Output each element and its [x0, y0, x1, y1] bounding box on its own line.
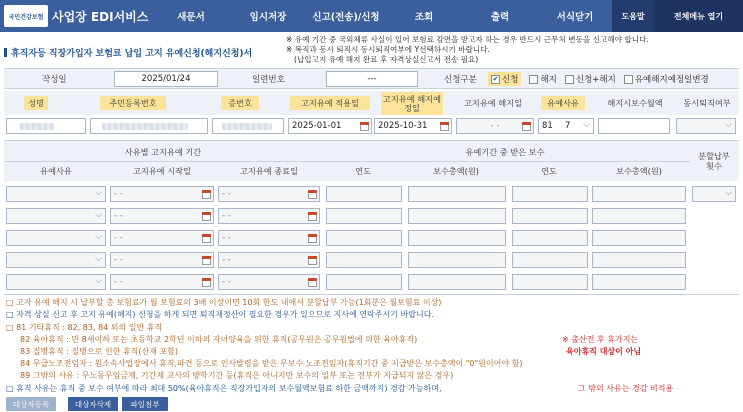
calendar-icon[interactable]	[202, 256, 211, 265]
col-monthly-pay: 해지시보수월액	[607, 97, 663, 108]
year-field[interactable]	[512, 274, 588, 290]
col-reason: 유예사유	[541, 96, 585, 110]
pay-total-field[interactable]	[592, 230, 686, 246]
sub-reason-select[interactable]	[6, 186, 106, 202]
info-reason-84: 84 무급노조전임자 : 원소속사업장에서 휴직,파견 등으로 인사발령을 받은 무보수 노조전임자(휴직기간 중 지급받은 보수총액이 "0"원이어야 함)	[20, 359, 523, 368]
info-reason-89: 89 그밖의 사유 : 무노동무임금제, 기간제 교사의 방학기간 등(휴직은 아니지만 보수의 일부 또는 전부가 지급되지 않은 경우)	[20, 371, 454, 380]
attach-file-button[interactable]: 파일첨부	[122, 397, 168, 411]
col-sub-end: 고지유예 종료일	[240, 165, 298, 176]
calendar-icon[interactable]	[308, 256, 317, 265]
sub-start-date[interactable]: - -	[110, 230, 214, 246]
masked-resident-number	[102, 123, 188, 130]
card-number-field[interactable]	[212, 118, 284, 134]
pay-total-field[interactable]	[592, 252, 686, 268]
form-header-row	[4, 68, 739, 89]
divider	[4, 294, 739, 295]
calendar-icon	[522, 122, 531, 131]
pay-total-field[interactable]	[408, 208, 506, 224]
write-date-field[interactable]: 2025/01/24	[114, 71, 218, 87]
checkbox-icon[interactable]	[529, 75, 538, 84]
col-sub-start: 고지유예 시작일	[133, 165, 191, 176]
menu-submit[interactable]: 신고(전송)/신청	[312, 12, 380, 23]
calendar-icon[interactable]	[308, 212, 317, 221]
calendar-icon[interactable]	[308, 234, 317, 243]
year-field[interactable]	[326, 186, 402, 202]
col-cancel-date: 고지유예 해지일	[464, 97, 522, 108]
col-name: 성명	[24, 96, 48, 110]
serial-label: 일련번호	[252, 75, 285, 85]
sub-end-date[interactable]: - -	[218, 186, 320, 202]
nhis-logo: 국민건강보험	[4, 5, 48, 27]
sub-reason-select[interactable]	[6, 230, 106, 246]
pay-total-field[interactable]	[408, 230, 506, 246]
year-field[interactable]	[326, 208, 402, 224]
notice-line: ※ 복직과 동시 퇴직시 동시퇴직여부에 Y선택하시기 바랍니다.	[286, 45, 490, 54]
option-change-date[interactable]: 유예해지예정일변경	[624, 73, 709, 85]
apply-date-field[interactable]: 2025-01-01	[288, 118, 372, 134]
divider	[4, 161, 690, 162]
calendar-icon[interactable]	[440, 122, 449, 131]
pay-total-field[interactable]	[408, 252, 506, 268]
chevron-down-icon: ⌵	[95, 188, 102, 198]
chevron-down-icon: ⌵	[725, 120, 732, 130]
col-pay-1: 보수총액(원)	[433, 165, 479, 176]
delete-person-button[interactable]: 대상자삭제	[68, 397, 118, 411]
pay-total-field[interactable]	[592, 274, 686, 290]
monthly-pay-field[interactable]	[598, 118, 670, 134]
add-person-button[interactable]: 대상자등록	[6, 397, 56, 411]
notice-line: ※ 유예 기간 중 국외체류 사실이 있어 보험료 감면을 받고자 하는 경우 반드시 근무처 변동을 신고해야 합니다.	[286, 35, 649, 44]
info-reason-82: 82 육아휴직 : 만 8세이하 또는 초등학교 2학년 이하의 자녀양육을 위한 휴직(공무원은 공무원법에 의한 육아휴직)	[20, 335, 418, 344]
reason-select[interactable]: 81 7 ⌵	[538, 118, 594, 134]
sub-start-date[interactable]: - -	[110, 186, 214, 202]
sub-reason-select[interactable]	[6, 252, 106, 268]
sub-reason-select[interactable]	[6, 274, 106, 290]
info-reason-81: □ 81 기타휴직 : 82, 83, 84 외의 일반 휴직	[6, 323, 163, 332]
col-year-2: 연도	[541, 165, 557, 176]
application-type-group	[488, 69, 709, 89]
info-red-note-1: ※ 출산전 후 휴가지는	[562, 335, 639, 344]
sub-end-date[interactable]: - -	[218, 230, 320, 246]
menu-help[interactable]: 도움말	[612, 0, 654, 32]
col-pay-2: 보수총액(원)	[616, 165, 662, 176]
sub-end-date[interactable]: - -	[218, 252, 320, 268]
sub-reason-select[interactable]	[6, 208, 106, 224]
info-red-note-2: 육아휴직 대상이 아님	[566, 347, 642, 356]
col-simultaneous-retire: 동시퇴직여부	[683, 97, 731, 108]
pay-total-field[interactable]	[592, 208, 686, 224]
date-label: 작성일	[42, 75, 67, 85]
sub-start-date[interactable]: - -	[110, 252, 214, 268]
year-field[interactable]	[512, 186, 588, 202]
menu-print[interactable]: 출력	[490, 12, 510, 23]
col-sub-reason: 유예사유	[40, 165, 72, 176]
sub-end-date[interactable]: - -	[218, 274, 320, 290]
brand[interactable]	[0, 0, 152, 32]
notice-block	[286, 35, 649, 65]
calendar-icon[interactable]	[308, 278, 317, 287]
menu-inquiry[interactable]: 조회	[414, 12, 434, 23]
group-reason-period: 사유별 고지유예 기간	[124, 146, 202, 157]
calendar-icon[interactable]	[202, 234, 211, 243]
year-field[interactable]	[512, 208, 588, 224]
col-expected-end-date: 고지유예 해지예정일	[381, 92, 443, 115]
calendar-icon[interactable]	[360, 122, 369, 131]
calendar-icon[interactable]	[202, 190, 211, 199]
year-field[interactable]	[326, 230, 402, 246]
calendar-icon[interactable]	[202, 212, 211, 221]
type-label: 신청구분	[444, 75, 477, 85]
info-loss-notice: □ 자격 상실 신고 후 고지 유예(해지) 신청을 하게 되면 퇴직재정산이 필요한 경우가 있으므로 지사에 연락주시기 바랍니다.	[6, 310, 434, 319]
notice-line: (납입고지 유예 해지 완료 후 자격상실신고서 전송 필요)	[294, 55, 479, 64]
year-field[interactable]	[512, 252, 588, 268]
checkbox-checked-icon[interactable]: ✔	[492, 74, 499, 83]
option-apply[interactable]: ✔ 신청	[488, 72, 521, 86]
menu-bar	[152, 0, 743, 32]
masked-card-number	[222, 123, 272, 130]
menu-new-document[interactable]: 새문서	[177, 12, 205, 23]
option-cancel[interactable]: 해지	[529, 73, 556, 85]
info-installment: □ 고자 유예 해지 시 납부할 총 보험료가 월 보험료의 3배 이상이면 10회 한도 내에서 분할납부 가능(1회분은 월보험료 이상)	[6, 298, 442, 307]
group-received-pay: 유예기간 중 받은 보수	[465, 146, 545, 157]
calendar-icon[interactable]	[308, 190, 317, 199]
simultaneous-retire-select[interactable]	[676, 118, 736, 134]
calendar-icon[interactable]	[202, 278, 211, 287]
masked-name	[20, 123, 54, 130]
col-apply-date: 고지유예 적용일	[290, 96, 370, 110]
checkbox-icon[interactable]	[565, 75, 574, 84]
app-title: 사업장 EDI서비스	[52, 9, 149, 24]
chevron-down-icon: ⌵	[95, 232, 102, 242]
info-reason-83: 83 질병휴직 : 질병으로 인한 휴직(산재 포함)	[20, 347, 179, 356]
menu-temp-save[interactable]: 임시저장	[249, 12, 287, 23]
installments-select[interactable]	[692, 186, 736, 202]
sub-start-date[interactable]: - -	[110, 208, 214, 224]
chevron-down-icon: ⌵	[95, 254, 102, 264]
pay-total-field[interactable]	[592, 186, 686, 202]
menu-close-form[interactable]: 서식닫기	[556, 12, 594, 23]
chevron-down-icon: ⌵	[725, 188, 732, 198]
chevron-down-icon: ⌵	[95, 276, 102, 286]
expected-end-date-field[interactable]: 2025-10-31	[374, 118, 452, 134]
col-year-1: 연도	[355, 165, 371, 176]
sub-end-date[interactable]: - -	[218, 208, 320, 224]
top-navigation-bar	[0, 0, 743, 32]
page-title: 휴직자등 직장가입자 보험료 납입 고지 유예신청(해지신청)서	[4, 46, 252, 59]
year-field[interactable]	[512, 230, 588, 246]
col-installments: 분할납부횟수	[698, 151, 730, 171]
pay-total-field[interactable]	[408, 274, 506, 290]
name-field[interactable]	[6, 118, 86, 134]
col-resident-number: 주민등록번호	[100, 96, 166, 110]
year-field[interactable]	[326, 274, 402, 290]
info-reduction: □ 휴직 사유는 휴직 중 보수 여부에 따라 최대 50%(육아휴직은 직장가입자의 보수월액보험료 하한 금액까지) 경감 가능하며,	[6, 384, 442, 393]
chevron-down-icon: ⌵	[583, 120, 590, 130]
option-apply-cancel[interactable]: 신청+해지	[565, 73, 616, 85]
serial-number-field[interactable]: ---	[326, 71, 418, 87]
menu-open-all[interactable]: 전체메뉴 열기	[654, 0, 743, 32]
cancel-date-field: - -	[456, 118, 534, 134]
chevron-down-icon: ⌵	[95, 210, 102, 220]
resident-number-field[interactable]	[90, 118, 208, 134]
info-red-note-3: 그 밖의 사유는 경감 비적용	[578, 384, 674, 393]
sub-start-date[interactable]: - -	[110, 274, 214, 290]
checkbox-icon[interactable]	[624, 75, 633, 84]
pay-total-field[interactable]	[408, 186, 506, 202]
year-field[interactable]	[326, 252, 402, 268]
col-card-number: 증번호	[221, 96, 259, 110]
